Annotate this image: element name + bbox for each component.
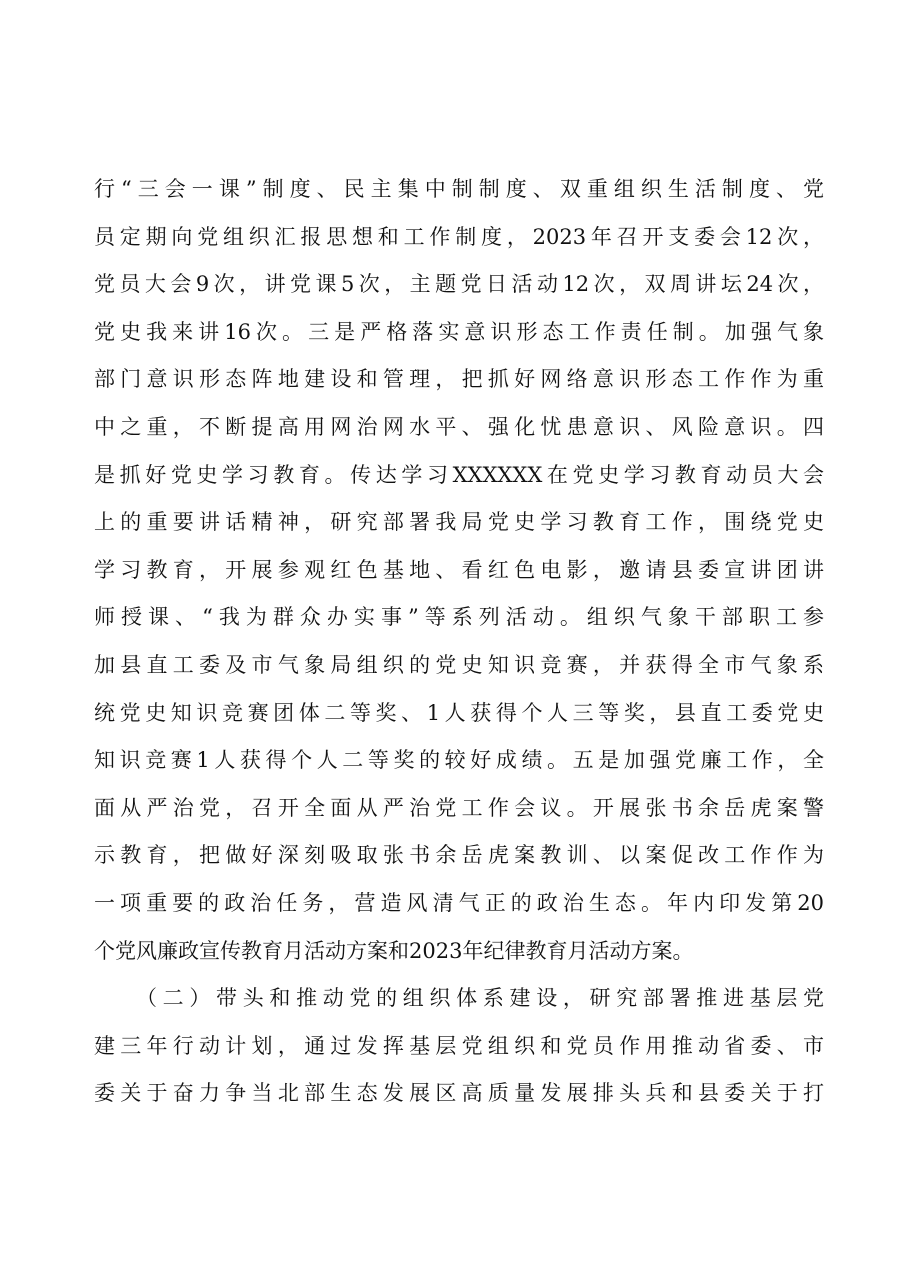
text-line: 部门意识形态阵地建设和管理，把抓好网络意识形态工作作为重: [94, 367, 824, 392]
text-line: 面从严治党，召开全面从严治党工作会议。开展张书余岳虎案警: [94, 795, 824, 820]
text-line: 行“三会一课”制度、民主集中制制度、双重组织生活制度、党: [94, 177, 824, 201]
text-line: 一项重要的政治任务，营造风清气正的政治生态。年内印发第20: [94, 890, 824, 915]
text-line: 员定期向党组织汇报思想和工作制度，2023年召开支委会12次，: [94, 224, 824, 249]
body-text: [94, 166, 824, 1118]
text-line: 统党史知识竞赛团体二等奖、1人获得个人三等奖，县直工委党史: [94, 700, 824, 725]
text-line: 党员大会9次，讲党课5次，主题党日活动12次，双周讲坛24次，: [94, 272, 824, 297]
text-line: 是抓好党史学习教育。传达学习XXXXXX在党史学习教育动员大会: [94, 462, 824, 487]
text-line: 党史我来讲16次。三是严格落实意识形态工作责任制。加强气象: [94, 319, 824, 344]
text-line: 师授课、“我为群众办实事”等系列活动。组织气象干部职工参: [94, 605, 824, 630]
text-line: 个党风廉政宣传教育月活动方案和2023年纪律教育月活动方案。: [94, 938, 694, 963]
text-line: 示教育，把做好深刻吸取张书余岳虎案教训、以案促改工作作为: [94, 843, 824, 868]
text-line: 委关于奋力争当北部生态发展区高质量发展排头兵和县委关于打: [94, 1081, 824, 1106]
text-line: 上的重要讲话精神，研究部署我局党史学习教育工作，围绕党史: [94, 510, 824, 535]
text-line: 知识竞赛1人获得个人二等奖的较好成绩。五是加强党廉工作，全: [94, 748, 824, 773]
text-line: 中之重，不断提高用网治网水平、强化忧患意识、风险意识。四: [94, 414, 824, 439]
text-line: 加县直工委及市气象局组织的党史知识竞赛，并获得全市气象系: [94, 652, 824, 677]
section-heading-line: （二）带头和推动党的组织体系建设，研究部署推进基层党: [136, 986, 824, 1011]
text-line: 建三年行动计划，通过发挥基层党组织和党员作用推动省委、市: [94, 1033, 824, 1058]
text-line: 学习教育，开展参观红色基地、看红色电影，邀请县委宣讲团讲: [94, 557, 824, 582]
